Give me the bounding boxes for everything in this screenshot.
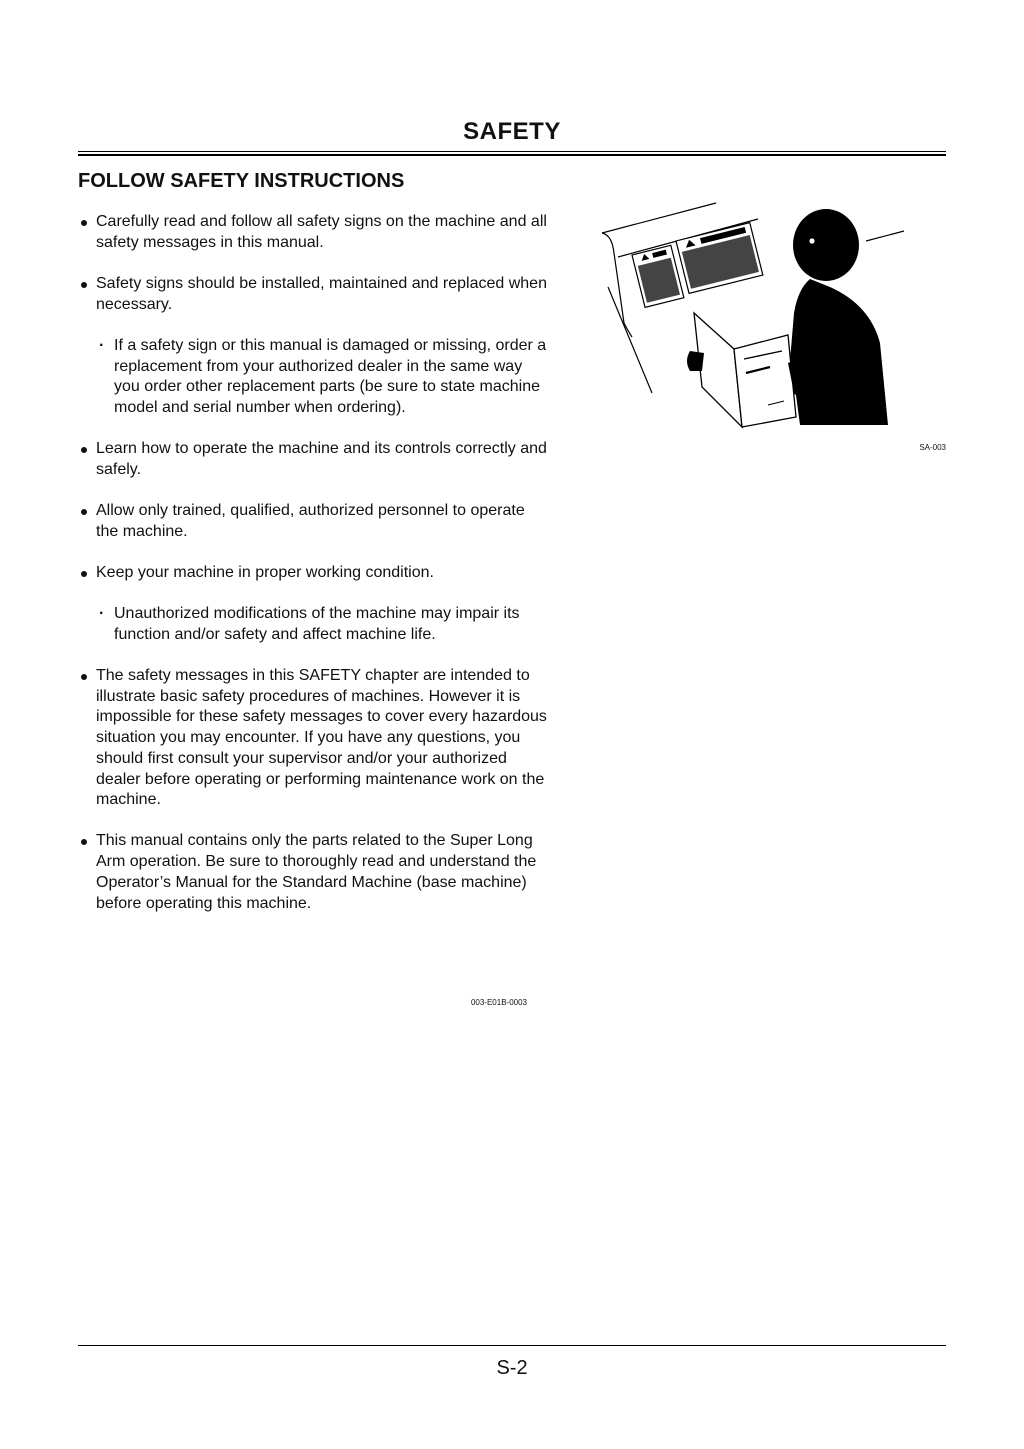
chapter-title: SAFETY: [463, 118, 561, 145]
text-code-reference: 003-E01B-0003: [470, 998, 527, 1007]
list-item: Safety signs should be installed, maintained and replaced when necessary.: [78, 274, 548, 315]
person-reading-manual-illustration: [598, 195, 913, 435]
list-item: Learn how to operate the machine and its controls correctly and safely.: [78, 439, 548, 480]
list-item: The safety messages in this SAFETY chapter are intended to illustrate basic safety procedures of machines. However it is impossible for these safety messages to cover every hazardous situation you may encounter. If you have any questions, you should first consult your supervisor and/or your authorized dealer before operating or performing maintenance work on the machine.: [78, 666, 548, 811]
sub-list-item: · If a safety sign or this manual is damaged or missing, order a replacement from your authorized dealer in the same way you order other replacement parts (be sure to state machine model and serial number when ordering).: [78, 336, 548, 419]
figure-code: SA-003: [919, 443, 946, 452]
section-title: FOLLOW SAFETY INSTRUCTIONS: [78, 170, 405, 192]
footer-rule: [78, 1345, 946, 1346]
page-number: S-2: [496, 1357, 528, 1379]
sub-list-item: · Unauthorized modifications of the machine may impair its function and/or safety and affect machine life.: [78, 604, 548, 645]
list-item: Allow only trained, qualified, authorized personnel to operate the machine.: [78, 501, 548, 542]
list-item: This manual contains only the parts related to the Super Long Arm operation. Be sure to thoroughly read and understand the Operator’s Manual for the Standard Machine (base machine) before operating this machine.: [78, 831, 548, 914]
header-rule: [78, 151, 946, 156]
instructions-list: [78, 212, 548, 935]
list-item: Carefully read and follow all safety signs on the machine and all safety messages in this manual.: [78, 212, 548, 253]
list-item: Keep your machine in proper working condition.: [78, 563, 548, 584]
